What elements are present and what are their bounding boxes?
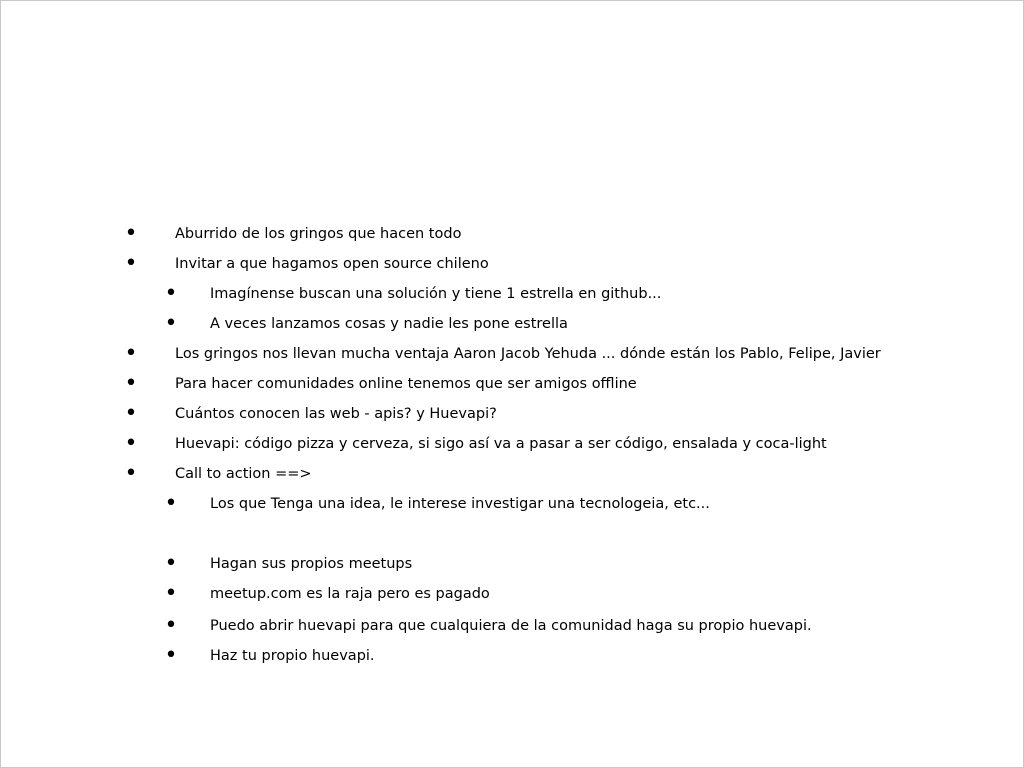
list-item-text: Invitar a que hagamos open source chileno: [175, 256, 489, 272]
bullet-icon: •: [124, 461, 138, 486]
bullet-icon: •: [164, 311, 178, 336]
list-item: [1, 551, 1001, 584]
bullet-icon: •: [124, 341, 138, 366]
bullet-icon: •: [164, 613, 178, 638]
bullet-icon: •: [164, 643, 178, 668]
list-item-text: meetup.com es la raja pero es pagado: [210, 586, 490, 602]
list-item: [1, 581, 1001, 614]
list-item: [1, 613, 1001, 646]
list-item-text: Los gringos nos llevan mucha ventaja Aaron Jacob Yehuda ... dónde están los Pablo, Felipe, Javier: [175, 346, 881, 362]
bullet-icon: •: [124, 251, 138, 276]
list-item-text: Para hacer comunidades online tenemos que ser amigos offline: [175, 376, 637, 392]
list-item: [1, 341, 1001, 374]
list-item-text: Cuántos conocen las web - apis? y Huevapi?: [175, 406, 497, 422]
list-item: [1, 281, 1001, 314]
list-item: [1, 251, 1001, 284]
bullet-icon: •: [164, 551, 178, 576]
list-item: [1, 431, 1001, 464]
bullet-icon: •: [124, 401, 138, 426]
list-item-text: Los que Tenga una idea, le interese investigar una tecnologeia, etc...: [210, 496, 710, 512]
list-item-text: Imagínense buscan una solución y tiene 1 estrella en github...: [210, 286, 662, 302]
list-item-text: Call to action ==>: [175, 466, 312, 482]
bullet-icon: •: [164, 281, 178, 306]
list-item-text: Hagan sus propios meetups: [210, 556, 413, 572]
bullet-icon: •: [164, 581, 178, 606]
bullet-icon: •: [124, 371, 138, 396]
list-item: [1, 643, 1001, 676]
list-item: [1, 401, 1001, 434]
list-item-text: Puedo abrir huevapi para que cualquiera de la comunidad haga su propio huevapi.: [210, 618, 812, 634]
list-item-text: A veces lanzamos cosas y nadie les pone estrella: [210, 316, 568, 332]
list-item: [1, 461, 1001, 494]
bullet-icon: •: [164, 491, 178, 516]
list-item-text: Huevapi: código pizza y cerveza, si sigo así va a pasar a ser código, ensalada y coca-light: [175, 436, 827, 452]
list-item: [1, 371, 1001, 404]
bullet-icon: •: [124, 221, 138, 246]
list-item: [1, 311, 1001, 344]
list-item: [1, 221, 1001, 254]
list-item-text: Aburrido de los gringos que hacen todo: [175, 226, 462, 242]
bullet-list: [1, 1, 1023, 767]
list-item: [1, 491, 1001, 524]
list-item-text: Haz tu propio huevapi.: [210, 648, 375, 664]
bullet-icon: •: [124, 431, 138, 456]
